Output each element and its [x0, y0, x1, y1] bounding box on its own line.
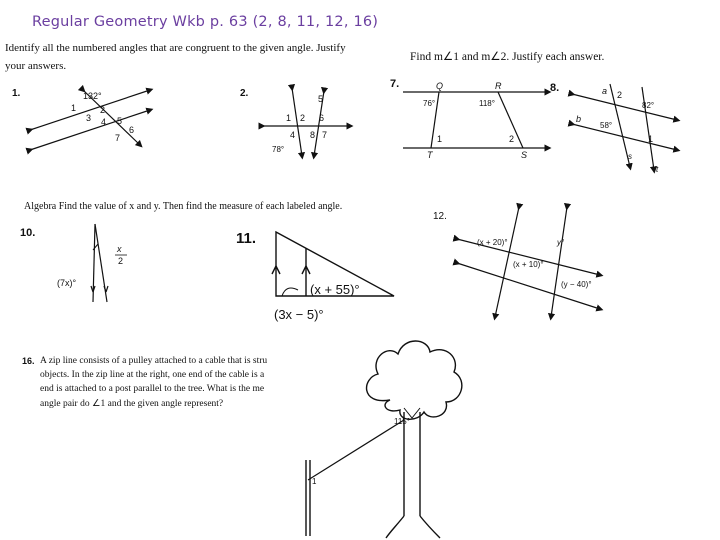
problem-16-line3: end is attached to a post parallel to the tree. What is the me: [40, 384, 265, 394]
problem-16-line2: objects. In the zip line at the right, one end of the cable is a: [40, 370, 265, 380]
problem-16-line4: angle pair do ∠1 and the given angle represent?: [40, 399, 224, 409]
fig1-label-1: 1: [71, 103, 77, 113]
fig8-label-1: 1: [648, 134, 654, 144]
fig12-expr-b: y°: [557, 238, 565, 247]
figure-7: [403, 80, 553, 160]
instructions-algebra: Algebra Find the value of x and y. Then find the measure of each labeled angle.: [24, 201, 343, 212]
fig1-angle-label: 132°: [83, 91, 102, 101]
fig10-expr-left: (7x)°: [57, 278, 77, 288]
problem-7-number: 7.: [390, 78, 400, 90]
fig7-angle-a: 76°: [423, 99, 436, 108]
fig7-point-q: Q: [436, 81, 444, 91]
instructions-left-line2: your answers.: [5, 60, 67, 72]
fig11-expr-right: (x + 55)°: [310, 282, 360, 297]
fig2-label-2: 2: [300, 113, 306, 123]
problem-12-number: 12.: [433, 211, 447, 222]
fig1-label-7: 7: [115, 133, 121, 143]
problem-11-number: 11.: [236, 230, 257, 247]
fig1-label-4: 4: [101, 117, 107, 127]
problem-10-number: 10.: [20, 227, 36, 239]
problem-1-number: 1.: [12, 88, 21, 99]
fig8-line-b: b: [576, 114, 582, 124]
fig1-label-2: 2: [100, 105, 106, 115]
fig16-angle-label: 115°: [394, 417, 410, 426]
fig2-label-6: 6: [319, 113, 325, 123]
fig7-point-r: R: [495, 81, 502, 91]
problem-8-number: 8.: [550, 82, 560, 94]
fig2-label-7: 7: [322, 130, 328, 140]
problem-2-number: 2.: [240, 88, 249, 99]
figure-12: [455, 205, 605, 320]
fig10-expr-top-num: x: [117, 244, 122, 254]
figure-1: [25, 85, 155, 155]
instructions-left-line1: Identify all the numbered angles that are congruent to the given angle. Justify: [5, 42, 346, 54]
fig1-label-6: 6: [129, 125, 135, 135]
fig7-point-s: S: [521, 150, 528, 160]
fig7-angle-b: 118°: [479, 99, 495, 108]
problem-16-number: 16.: [22, 356, 35, 366]
figure-2: [262, 88, 352, 158]
fig10-expr-top-den: 2: [118, 256, 124, 266]
fig8-line-t: t: [656, 165, 659, 174]
fig8-angle-b: 58°: [600, 121, 613, 130]
fig2-angle-label: 78°: [272, 145, 285, 154]
fig12-expr-d: (y − 40)°: [561, 280, 592, 289]
fig16-label-1: 1: [312, 477, 317, 486]
problem-16-line1: A zip line consists of a pulley attached to a cable that is stru: [40, 356, 268, 366]
fig8-line-s: s: [628, 152, 632, 161]
page-title: Regular Geometry Wkb p. 63 (2, 8, 11, 12, 16): [32, 14, 379, 30]
figure-16: [300, 330, 480, 540]
fig7-label-2: 2: [509, 134, 515, 144]
instructions-right: Find m∠1 and m∠2. Justify each answer.: [410, 51, 605, 63]
figure-8: [572, 82, 682, 172]
fig2-label-4: 4: [290, 130, 296, 140]
fig1-label-3: 3: [86, 113, 92, 123]
fig7-point-t: T: [427, 150, 433, 160]
figure-10: [55, 220, 145, 310]
fig2-label-8: 8: [310, 130, 316, 140]
fig12-expr-a: (x + 20)°: [477, 238, 508, 247]
fig2-label-1: 1: [286, 113, 292, 123]
fig8-angle-a: 82°: [642, 101, 655, 110]
fig8-label-2: 2: [617, 90, 623, 100]
fig2-label-5: 5: [318, 94, 324, 104]
fig12-expr-c: (x + 10)°: [513, 260, 544, 269]
fig11-expr-bottom: (3x − 5)°: [274, 307, 324, 322]
fig8-line-a: a: [602, 86, 608, 96]
figure-11: [262, 226, 402, 326]
fig1-label-5: 5: [117, 116, 123, 126]
fig7-label-1: 1: [437, 134, 443, 144]
